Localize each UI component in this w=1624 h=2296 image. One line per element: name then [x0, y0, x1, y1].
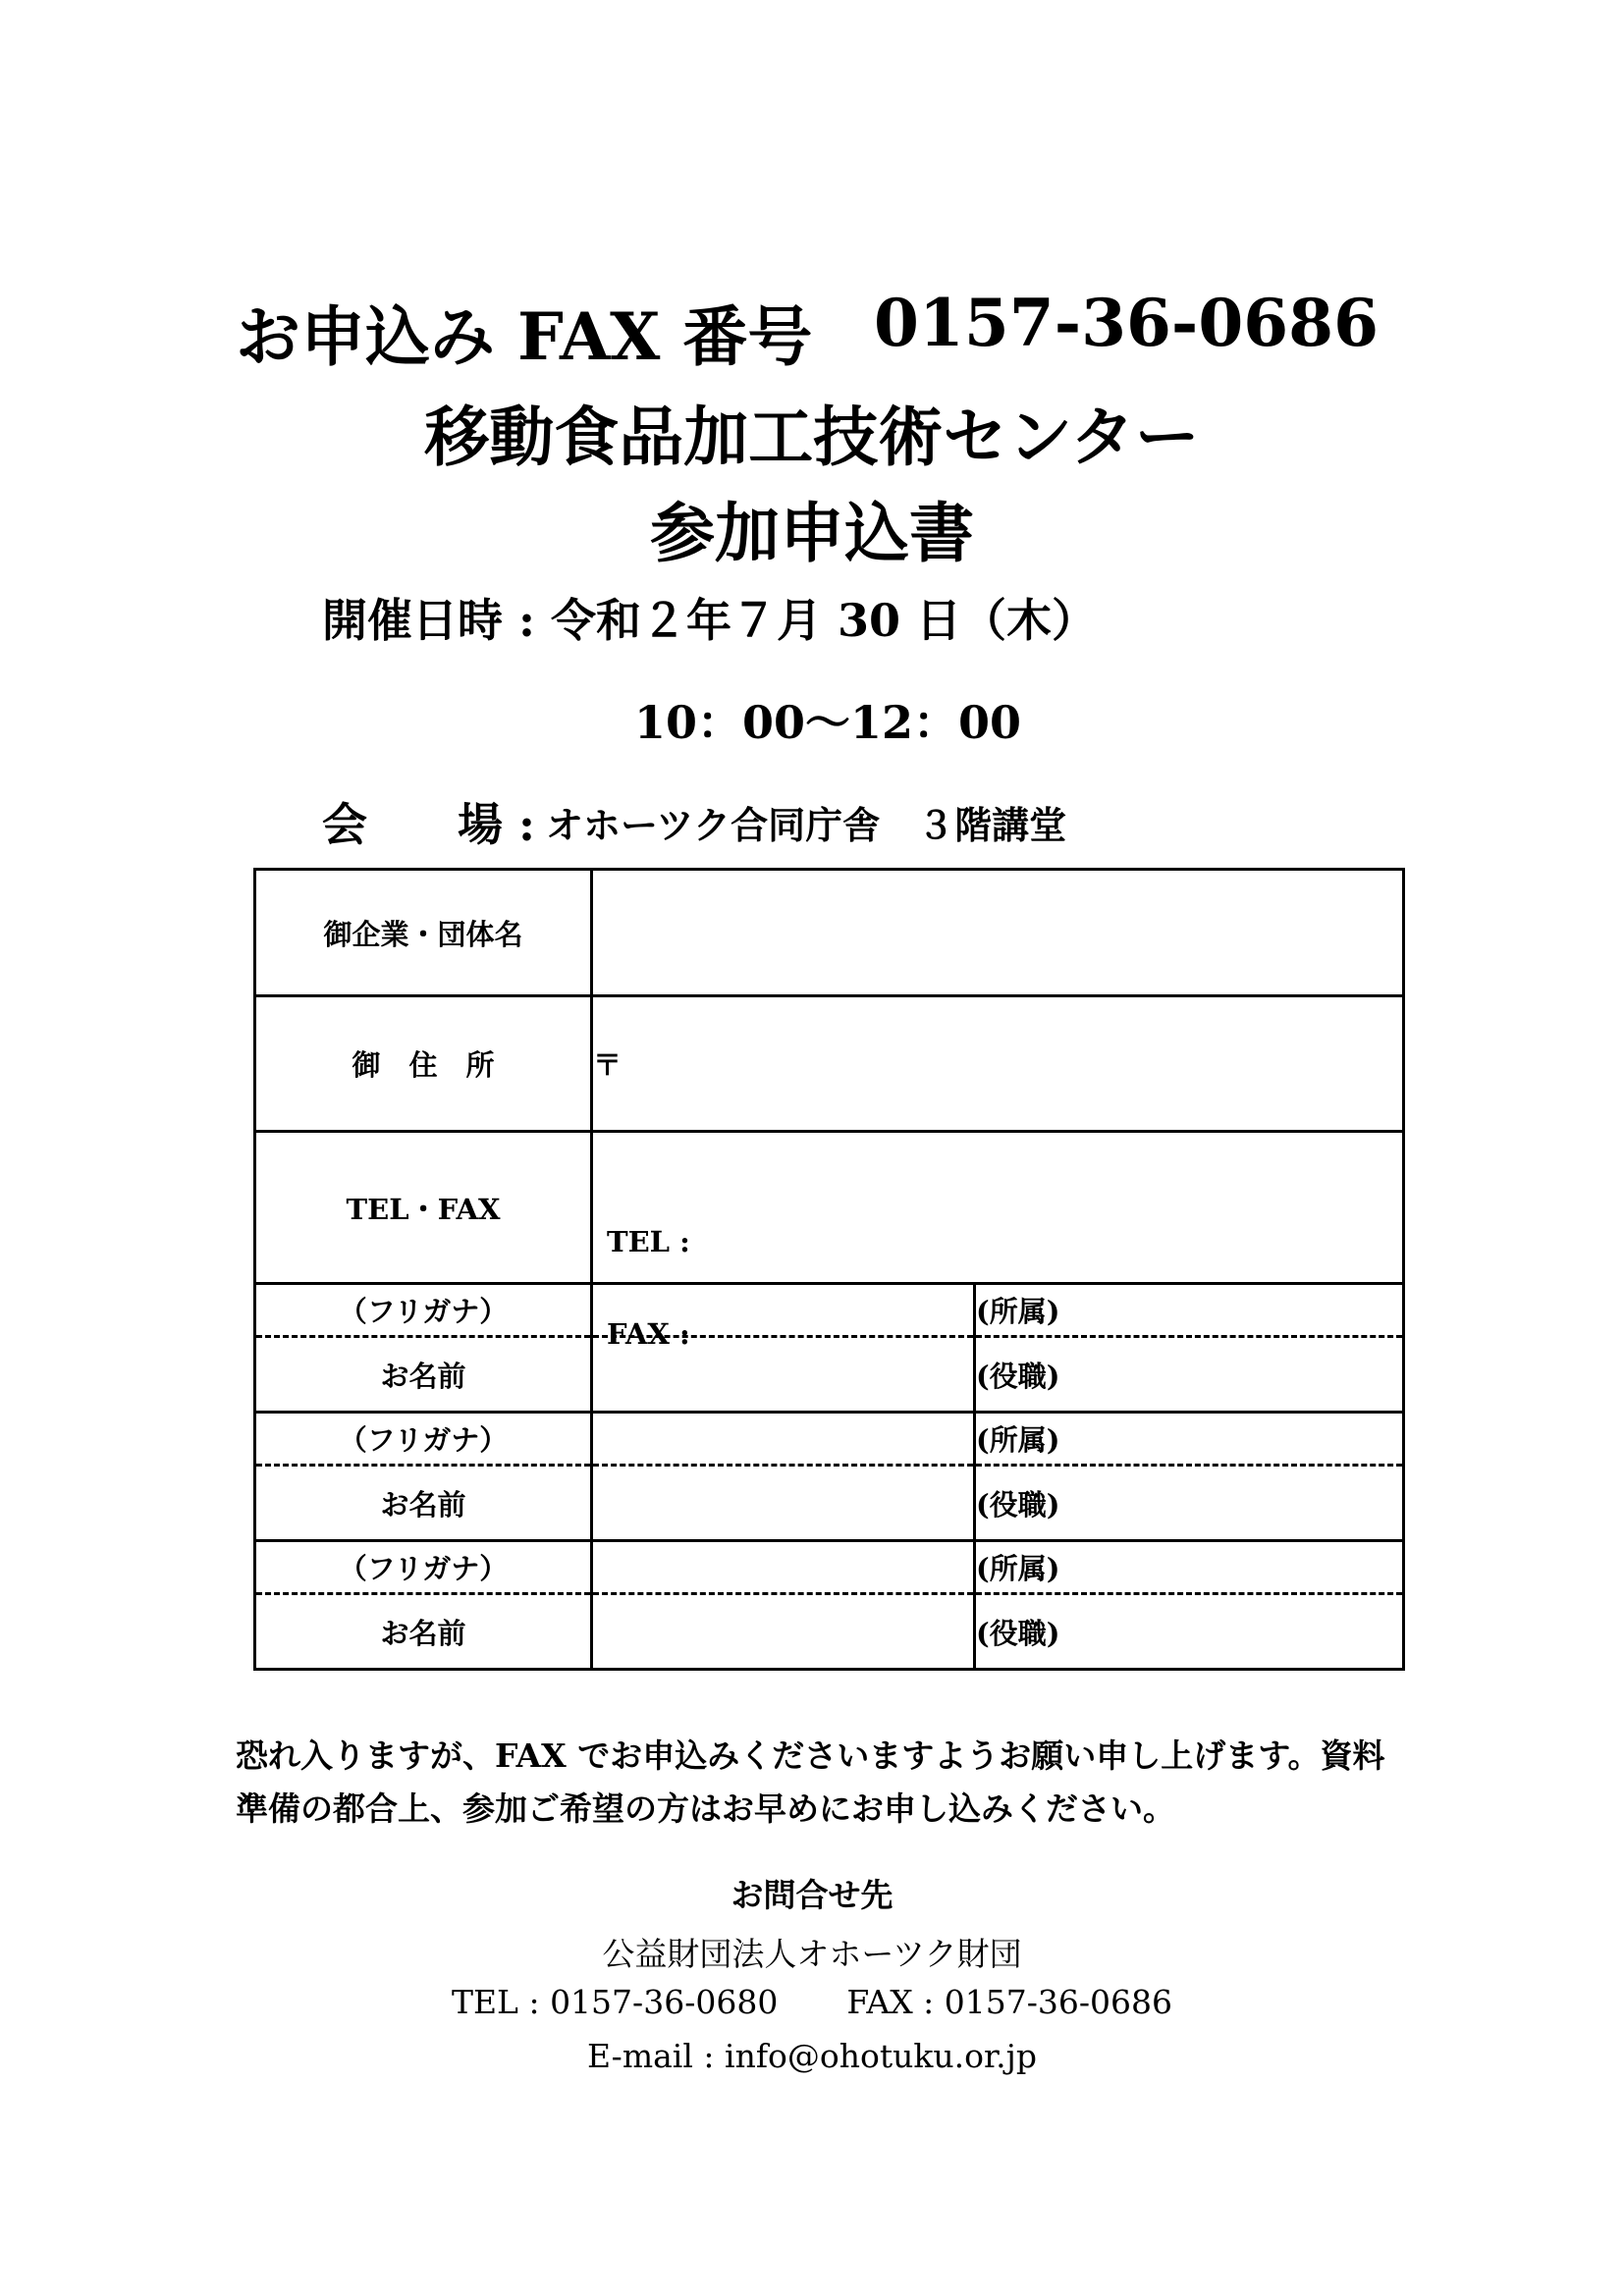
position-label[interactable]: (役職) — [975, 1466, 1404, 1541]
attendee-2-furigana-row — [255, 1413, 1404, 1466]
position-label[interactable]: (役職) — [975, 1594, 1404, 1670]
form-title: 参加申込書 — [650, 495, 974, 571]
contact-email[interactable]: E-mail : info@ohotuku.or.jp — [586, 2037, 1038, 2075]
application-form-table — [253, 868, 1405, 1671]
contact-heading: お問合せ先 — [731, 1876, 893, 1914]
position-label[interactable]: (役職) — [975, 1337, 1404, 1413]
tel-prefix: TEL : — [607, 1225, 690, 1258]
address-label: 御 住 所 — [255, 996, 592, 1132]
name-label: お名前 — [255, 1594, 592, 1670]
name-label: お名前 — [255, 1337, 592, 1413]
furigana-label: （フリガナ） — [255, 1284, 592, 1337]
attendee-3-name-row — [255, 1594, 1404, 1670]
company-label: 御企業・団体名 — [255, 870, 592, 996]
contact-tel: TEL : 0157-36-0680 — [451, 1983, 779, 2021]
company-input[interactable] — [592, 870, 1404, 996]
fax-number: 0157-36-0686 — [874, 285, 1380, 361]
venue-value: オホーツク合同庁舎 ３階講堂 — [546, 803, 1067, 847]
event-date: 開催日時 : 令和２年７月 30 日（木） — [322, 594, 1098, 647]
name-input[interactable] — [592, 1466, 975, 1541]
attendee-1-name-row — [255, 1337, 1404, 1413]
furigana-label: （フリガナ） — [255, 1413, 592, 1466]
attendee-2-name-row — [255, 1466, 1404, 1541]
name-input[interactable] — [592, 1594, 975, 1670]
postal-mark: 〒 — [593, 1048, 623, 1082]
venue-label: 会 場 : — [322, 798, 535, 851]
fax-label: お申込み FAX 番号 — [236, 298, 813, 375]
contact-fax: FAX : 0157-36-0686 — [846, 1983, 1173, 2021]
fax-prefix: FAX : — [607, 1317, 690, 1351]
address-input[interactable] — [592, 996, 1404, 1132]
telfax-label: TEL・FAX — [255, 1132, 592, 1284]
furigana-input[interactable] — [592, 1541, 975, 1594]
contact-phone-line — [0, 1983, 1624, 2021]
contact-organization: 公益財団法人オホーツク財団 — [602, 1935, 1022, 1973]
attendee-1-furigana-row — [255, 1284, 1404, 1337]
affiliation-label[interactable]: (所属) — [975, 1541, 1404, 1594]
affiliation-label[interactable]: (所属) — [975, 1284, 1404, 1337]
event-time: 10：00～12：00 — [634, 696, 1022, 749]
furigana-label: （フリガナ） — [255, 1541, 592, 1594]
affiliation-label[interactable]: (所属) — [975, 1413, 1404, 1466]
attendee-3-furigana-row — [255, 1541, 1404, 1594]
notice-text: 恐れ入りますが、FAX でお申込みくださいますようお願い申し上げます。資料準備の都合上、参加ご希望の方はお早めにお申し込みください。 — [236, 1736, 1385, 1828]
furigana-input[interactable] — [592, 1413, 975, 1466]
organization-title: 移動食品加工技術センター — [424, 399, 1200, 475]
name-label: お名前 — [255, 1466, 592, 1541]
